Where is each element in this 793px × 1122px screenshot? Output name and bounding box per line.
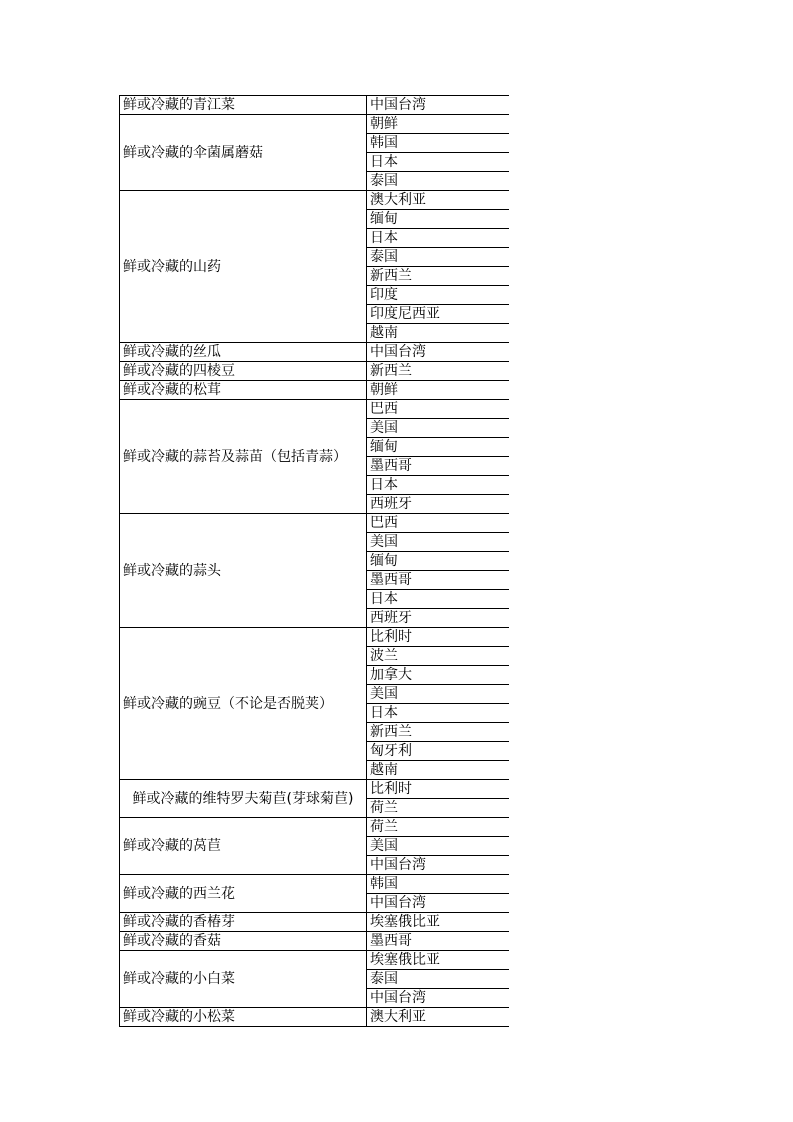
- origin-country-cell: 缅甸: [367, 210, 510, 229]
- origin-country-cell: 韩国: [367, 134, 510, 153]
- origin-country-cell: 比利时: [367, 780, 510, 799]
- origin-country-cell: 印度: [367, 286, 510, 305]
- table-row: [120, 932, 510, 951]
- origin-country-cell: 埃塞俄比亚: [367, 913, 510, 932]
- product-name-cell: 鲜或冷藏的四棱豆: [120, 362, 367, 381]
- produce-origin-table: [119, 95, 509, 1027]
- product-name-cell: 鲜或冷藏的香菇: [120, 932, 367, 951]
- origin-country-cell: 荷兰: [367, 799, 510, 818]
- origin-country-cell: 韩国: [367, 875, 510, 894]
- product-name-cell: 鲜或冷藏的蒜头: [120, 514, 367, 628]
- product-name-cell: 鲜或冷藏的小白菜: [120, 951, 367, 1008]
- origin-country-cell: 新西兰: [367, 723, 510, 742]
- origin-country-cell: 中国台湾: [367, 96, 510, 115]
- table-row: [120, 115, 510, 134]
- origin-country-cell: 澳大利亚: [367, 1008, 510, 1027]
- spreadsheet-page: [119, 95, 509, 1027]
- origin-country-cell: 荷兰: [367, 818, 510, 837]
- origin-country-cell: 泰国: [367, 248, 510, 267]
- origin-country-cell: 巴西: [367, 400, 510, 419]
- origin-country-cell: 美国: [367, 837, 510, 856]
- origin-country-cell: 美国: [367, 685, 510, 704]
- origin-country-cell: 匈牙利: [367, 742, 510, 761]
- origin-country-cell: 缅甸: [367, 552, 510, 571]
- origin-country-cell: 美国: [367, 533, 510, 552]
- product-name-cell: 鲜或冷藏的蒜苔及蒜苗（包括青蒜）: [120, 400, 367, 514]
- product-name-cell: 鲜或冷藏的香椿芽: [120, 913, 367, 932]
- table-row: [120, 381, 510, 400]
- origin-country-cell: 中国台湾: [367, 989, 510, 1008]
- origin-country-cell: 新西兰: [367, 267, 510, 286]
- table-row: [120, 628, 510, 647]
- product-name-cell: 鲜或冷藏的莴苣: [120, 818, 367, 875]
- table-body: [120, 96, 510, 1027]
- origin-country-cell: 美国: [367, 419, 510, 438]
- table-row: [120, 1008, 510, 1027]
- origin-country-cell: 日本: [367, 153, 510, 172]
- table-row: [120, 362, 510, 381]
- product-name-cell: 鲜或冷藏的伞菌属蘑菇: [120, 115, 367, 191]
- origin-country-cell: 朝鲜: [367, 381, 510, 400]
- table-row: [120, 875, 510, 894]
- origin-country-cell: 巴西: [367, 514, 510, 533]
- origin-country-cell: 比利时: [367, 628, 510, 647]
- origin-country-cell: 越南: [367, 324, 510, 343]
- table-row: [120, 514, 510, 533]
- table-row: [120, 96, 510, 115]
- origin-country-cell: 中国台湾: [367, 343, 510, 362]
- product-name-cell: 鲜或冷藏的青江菜: [120, 96, 367, 115]
- origin-country-cell: 波兰: [367, 647, 510, 666]
- origin-country-cell: 埃塞俄比亚: [367, 951, 510, 970]
- origin-country-cell: 墨西哥: [367, 571, 510, 590]
- origin-country-cell: 朝鲜: [367, 115, 510, 134]
- table-row: [120, 818, 510, 837]
- product-name-cell: 鲜或冷藏的丝瓜: [120, 343, 367, 362]
- origin-country-cell: 印度尼西亚: [367, 305, 510, 324]
- table-row: [120, 343, 510, 362]
- origin-country-cell: 日本: [367, 590, 510, 609]
- origin-country-cell: 缅甸: [367, 438, 510, 457]
- origin-country-cell: 越南: [367, 761, 510, 780]
- origin-country-cell: 泰国: [367, 970, 510, 989]
- origin-country-cell: 西班牙: [367, 495, 510, 514]
- origin-country-cell: 西班牙: [367, 609, 510, 628]
- origin-country-cell: 日本: [367, 476, 510, 495]
- table-row: [120, 951, 510, 970]
- origin-country-cell: 泰国: [367, 172, 510, 191]
- origin-country-cell: 墨西哥: [367, 932, 510, 951]
- product-name-cell: 鲜或冷藏的松茸: [120, 381, 367, 400]
- origin-country-cell: 日本: [367, 704, 510, 723]
- origin-country-cell: 加拿大: [367, 666, 510, 685]
- table-row: [120, 191, 510, 210]
- origin-country-cell: 日本: [367, 229, 510, 248]
- product-name-cell: 鲜或冷藏的维特罗夫菊苣(芽球菊苣): [120, 780, 367, 818]
- table-row: [120, 400, 510, 419]
- origin-country-cell: 新西兰: [367, 362, 510, 381]
- product-name-cell: 鲜或冷藏的山药: [120, 191, 367, 343]
- origin-country-cell: 墨西哥: [367, 457, 510, 476]
- table-row: [120, 913, 510, 932]
- origin-country-cell: 澳大利亚: [367, 191, 510, 210]
- product-name-cell: 鲜或冷藏的小松菜: [120, 1008, 367, 1027]
- product-name-cell: 鲜或冷藏的西兰花: [120, 875, 367, 913]
- table-row: [120, 780, 510, 799]
- origin-country-cell: 中国台湾: [367, 894, 510, 913]
- origin-country-cell: 中国台湾: [367, 856, 510, 875]
- product-name-cell: 鲜或冷藏的豌豆（不论是否脱荚）: [120, 628, 367, 780]
